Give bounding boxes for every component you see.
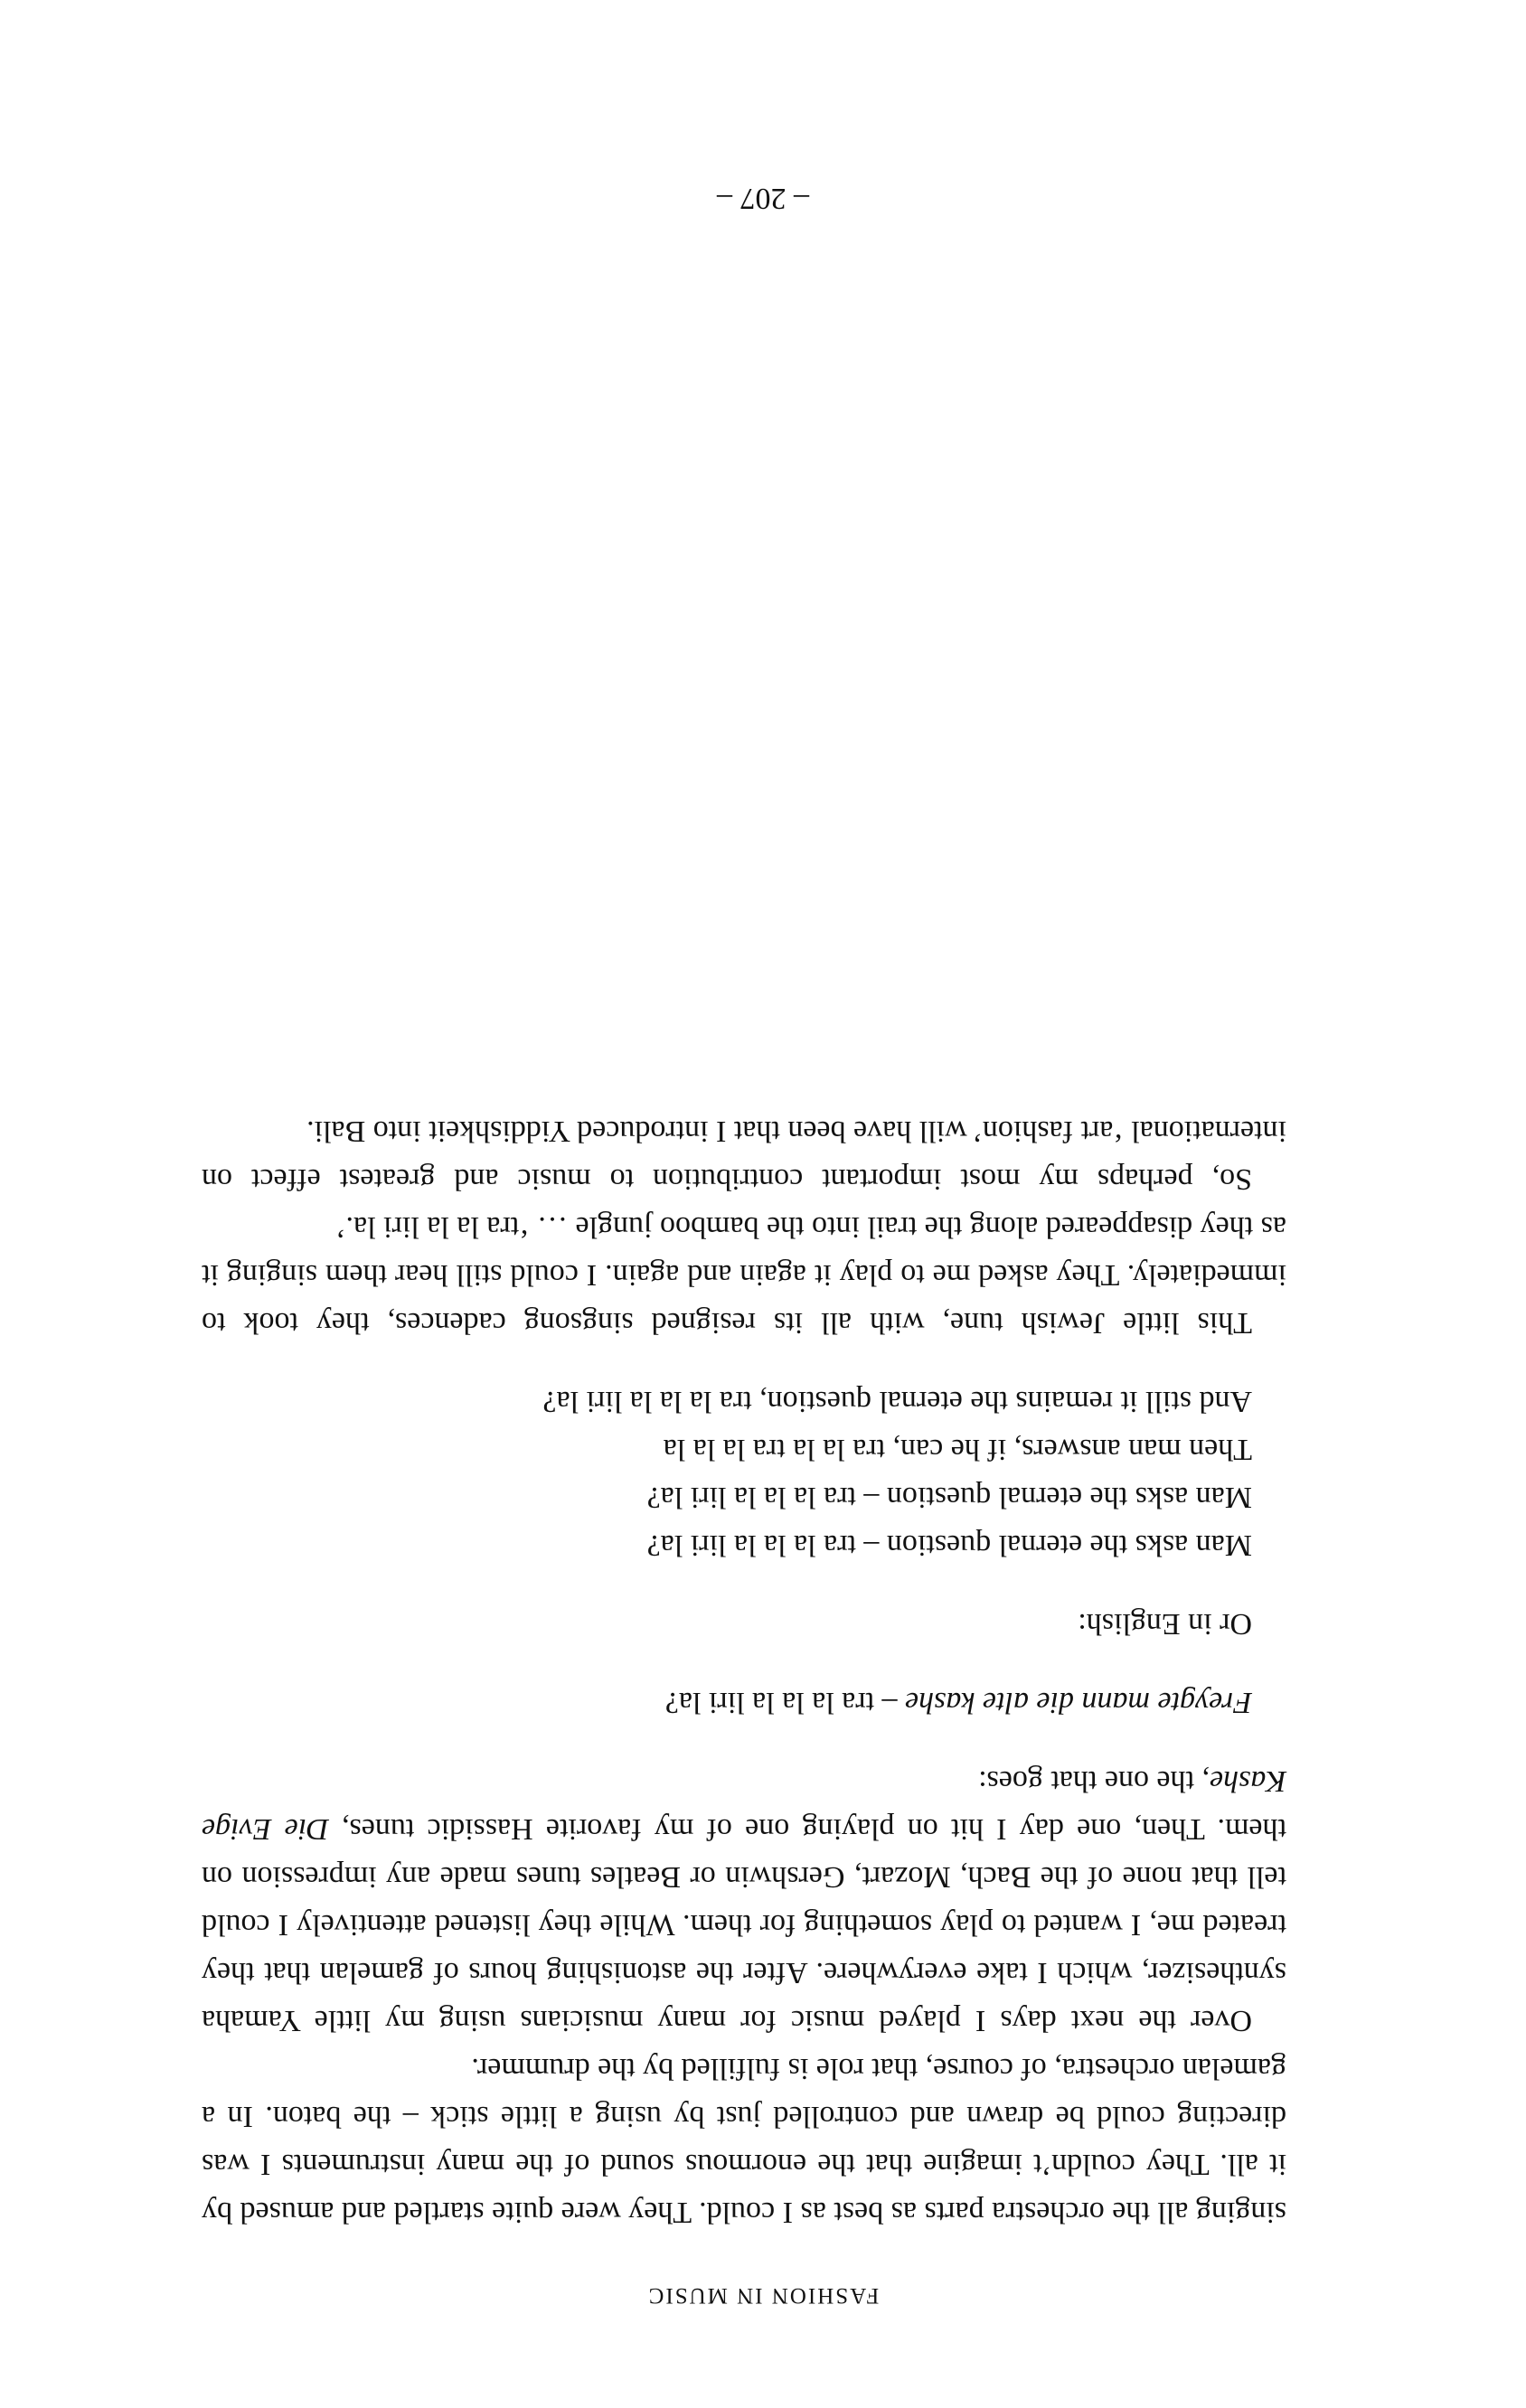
paragraph-2-text-b: , the one that goes: [978, 1764, 1210, 1798]
lyric-line: Man asks the eternal question – tra la la la liri la? [646, 1481, 1252, 1514]
paragraph-4: This little Jewish tune, with all its resigned singsong cadences, they took to immediately. They asked me to play it again and again. I could still hear them singing it as they disappeared along the trail into the bamboo jungle … ‘tra la la liri la.’ [202, 1210, 1286, 1340]
paragraph-3: Or in English: [1078, 1607, 1252, 1641]
yiddish-lyric-line [202, 1679, 1286, 1726]
lyric-line: Man asks the eternal question – tra la la la liri la? [646, 1529, 1252, 1562]
english-lyrics [202, 1378, 1286, 1569]
paragraph-2-text-a: Over the next days I played music for many musicians using my little Yamaha synthesizer, which I take everywhere. After the astonishing hours of gamelan that they treated me, I wanted to play something for them. While they listened attentively I could tell that none of the Bach, Mozart, Gershwin or Beatles tunes made any impression on them. Then, one day I hit on playing one of my favorite Hassidic tunes, [202, 1812, 1286, 2037]
paragraph-2 [202, 1757, 1286, 2045]
running-head: FASHION IN MUSIC [646, 2283, 880, 2308]
paragraph-5: So, perhaps my most important contribution to music and greatest effect on international ‘art fashion’ will have been that I introduced Yiddishkeit into Bali. [202, 1115, 1286, 1196]
yiddish-lyric-rest: – tra la la la liri la? [664, 1686, 906, 1719]
page-number: – 207 – [717, 182, 809, 215]
lyric-line: Then man answers, if he can, tra la la tra la la la [663, 1433, 1252, 1466]
paragraph-1: singing all the orchestra parts as best as I could. They were quite startled and amused by it all. They couldn’t imagine that the enormous sound of the many instruments I was directing could be drawn and controlled just by using a little stick – the baton. In a gamelan orchestra, of course, that role is fulfilled by the drummer. [202, 2052, 1286, 2229]
song-title: Die Evige Kashe [201, 1764, 1286, 1846]
lyric-line: And still it remains the eternal question, tra la la la liri la? [542, 1385, 1252, 1418]
body-text [202, 1107, 1286, 2236]
yiddish-lyric-italic: Freygte mann die alte kashe [905, 1686, 1252, 1719]
